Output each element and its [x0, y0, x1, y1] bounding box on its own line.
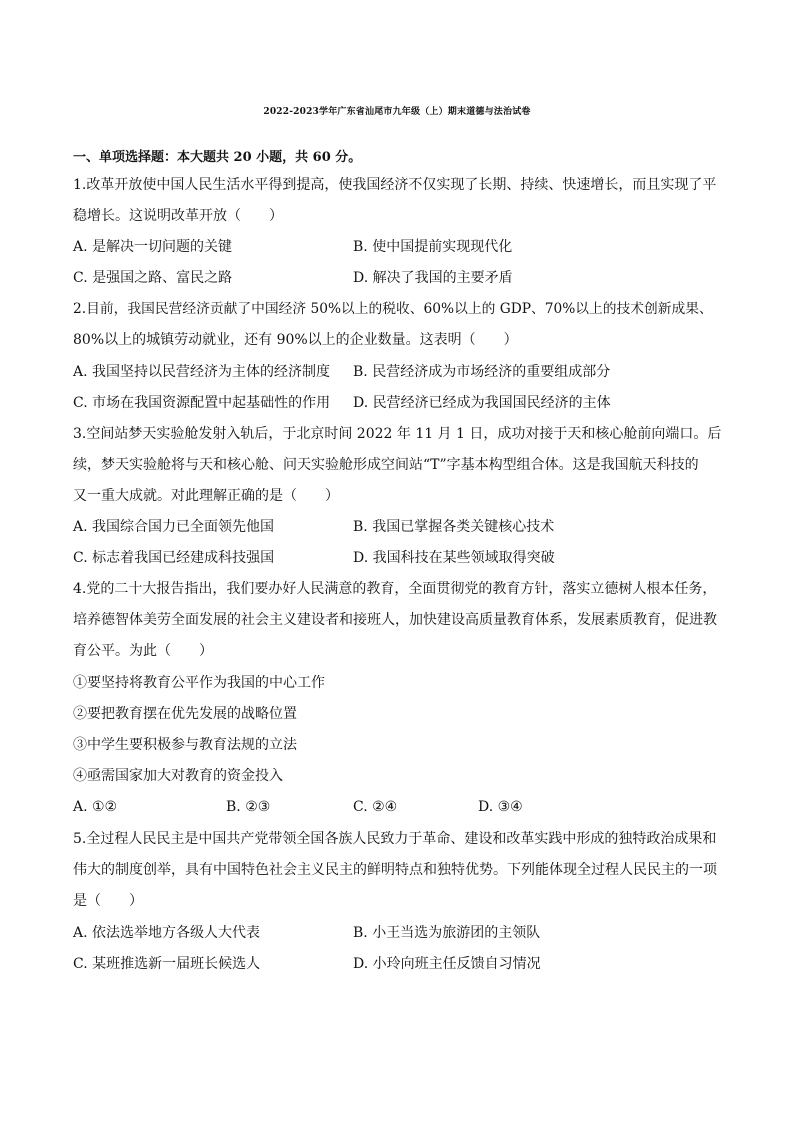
question-1-option-d: D. 解决了我国的主要矛盾 [353, 270, 513, 286]
question-2-option-b: B. 民营经济成为市场经济的重要组成部分 [353, 364, 611, 380]
question-4-option-a: A. ①② [73, 799, 118, 815]
question-5-option-c: C. 某班推选新一届班长候选人 [73, 956, 261, 972]
question-4-item-3: ③中学生要积极参与教育法规的立法 [73, 737, 297, 753]
question-4-item-4: ④亟需国家加大对教育的资金投入 [73, 768, 283, 784]
question-4-option-d: D. ③④ [478, 799, 523, 815]
question-3-option-b: B. 我国已掌握各类关键核心技术 [353, 519, 555, 535]
question-1-option-b: B. 使中国提前实现现代化 [353, 239, 513, 255]
question-5-option-b: B. 小王当选为旅游团的主领队 [353, 925, 541, 941]
question-5-option-d: D. 小玲向班主任反馈自习情况 [353, 956, 541, 972]
question-3-option-d: D. 我国科技在某些领域取得突破 [353, 550, 555, 566]
question-1-line-2: 稳增长。这说明改革开放（ ） [73, 208, 283, 224]
question-4-option-c: C. ②④ [353, 799, 398, 815]
question-5-line-2: 伟大的制度创举，具有中国特色社会主义民主的鲜明特点和独特优势。下列能体现全过程人民民主的一项 [73, 862, 717, 878]
question-4-option-b: B. ②③ [226, 799, 271, 815]
question-4-line-1: 4.党的二十大报告指出，我们要办好人民满意的教育，全面贯彻党的教育方针，落实立德树人根本任务， [73, 581, 717, 597]
question-4-item-2: ②要把教育摆在优先发展的战略位置 [73, 706, 297, 722]
question-1-line-1: 1.改革开放使中国人民生活水平得到提高，使我国经济不仅实现了长期、持续、快速增长，而且实现了平 [73, 177, 717, 193]
question-5-option-a: A. 依法选举地方各级人大代表 [73, 925, 261, 941]
question-2-line-2: 80%以上的城镇劳动就业，还有 90%以上的企业数量。这表明（ ） [73, 332, 518, 348]
question-2-option-d: D. 民营经济已经成为我国国民经济的主体 [353, 395, 611, 411]
question-5-line-3: 是（ ） [73, 893, 143, 909]
question-3-line-1: 3.空间站梦天实验舱发射入轨后，于北京时间 2022 年 11 月 1 日，成功对接于天和核心舱前向端口。后 [73, 426, 722, 442]
section-heading: 一、单项选择题：本大题共 20 小题，共 60 分。 [73, 150, 362, 165]
question-3-option-a: A. 我国综合国力已全面领先他国 [73, 519, 275, 535]
question-5-line-1: 5.全过程人民民主是中国共产党带领全国各族人民致力于革命、建设和改革实践中形成的独特政治成果和 [73, 831, 717, 847]
question-1-option-c: C. 是强国之路、富民之路 [73, 270, 233, 286]
question-1-option-a: A. 是解决一切问题的关键 [73, 239, 233, 255]
question-4-line-2: 培养德智体美劳全面发展的社会主义建设者和接班人，加快建设高质量教育体系，发展素质教育，促进教 [73, 612, 717, 628]
question-4-line-3: 育公平。为此（ ） [73, 643, 213, 659]
question-3-line-3: 又一重大成就。对此理解正确的是（ ） [73, 488, 339, 504]
question-3-option-c: C. 标志着我国已经建成科技强国 [73, 550, 275, 566]
question-2-option-c: C. 市场在我国资源配置中起基础性的作用 [73, 395, 331, 411]
question-2-option-a: A. 我国坚持以民营经济为主体的经济制度 [73, 364, 331, 380]
question-3-line-2: 续，梦天实验舱将与天和核心舱、问天实验舱形成空间站“T”字基本构型组合体。这是我国航天科技的 [73, 457, 699, 473]
exam-title: 2022-2023学年广东省汕尾市九年级（上）期末道德与法治试卷 [263, 107, 531, 117]
question-2-line-1: 2.目前，我国民营经济贡献了中国经济 50%以上的税收、60%以上的 GDP、70%以上的技术创新成果、 [73, 301, 713, 317]
question-4-item-1: ①要坚持将教育公平作为我国的中心工作 [73, 675, 325, 691]
